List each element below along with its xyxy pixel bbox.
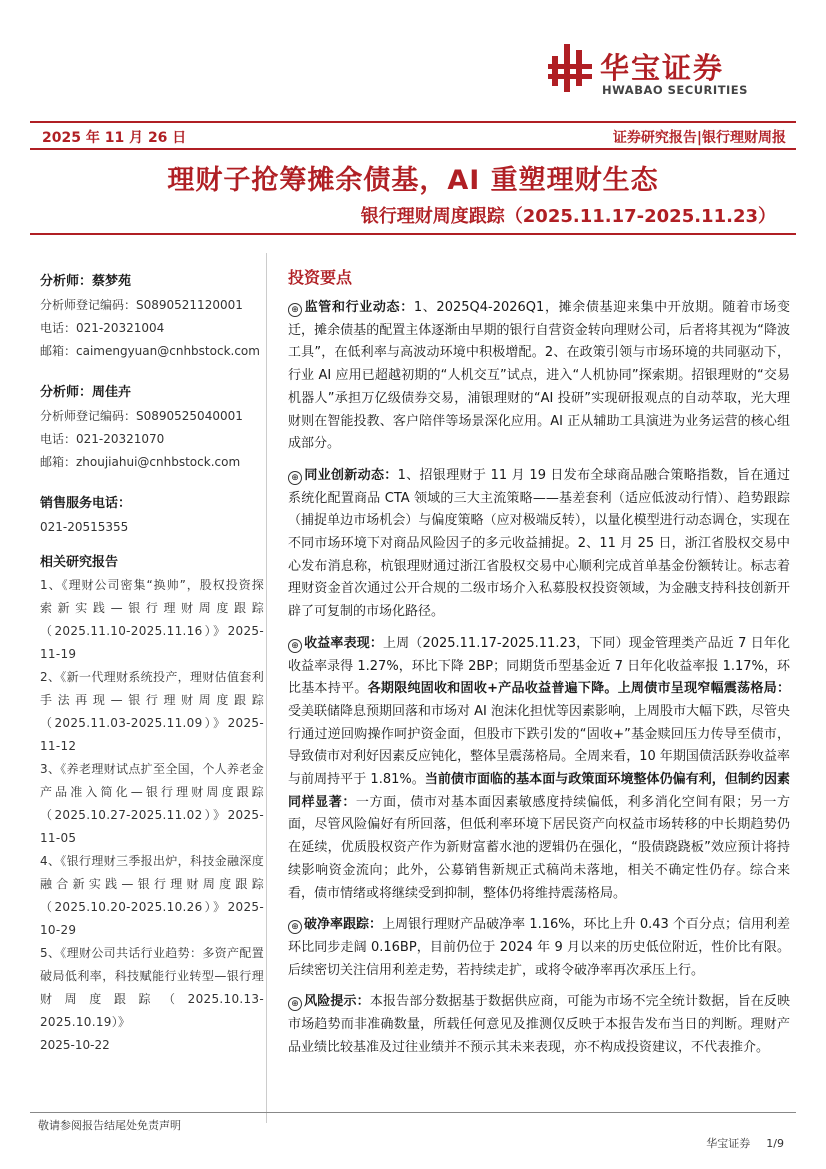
analyst-name: 分析师：周佳卉 xyxy=(40,385,132,400)
paragraph-label: 收益率表现： xyxy=(304,635,384,651)
investment-summary xyxy=(288,265,790,1069)
page-title: 理财子抢筹摊余债基，AI 重塑理财生态 xyxy=(167,165,659,196)
analyst-block xyxy=(40,270,264,363)
sales-phone: 021-20515355 xyxy=(40,520,129,534)
footer-disclaimer: 敬请参阅报告结尾处免责声明 xyxy=(38,1119,181,1132)
summary-paragraph-yield xyxy=(288,633,790,905)
summary-title: 投资要点 xyxy=(288,268,353,287)
analyst-phone: 电话：021-20321070 xyxy=(40,432,165,446)
paragraph-text: 本报告部分数据基于数据供应商，可能为市场不完全统计数据，旨在反映市场趋势而非准确数量，所载任何意见及推测仅反映于本报告发布当日的判断。理财产品业绩比较基准及过往业绩并不预示其未来表现，亦不构成投资建议，不代表推介。 xyxy=(288,994,790,1055)
paragraph-text: 上周银行理财产品破净率 1.16%，环比上升 0.43 个百分点；信用利差环比同步走阔 0.16BP，目前仍位于 2024 年 9 月以来的历史低位附近，性价比有限。后续密切关注信用利差走势，若持续走扩，或将令破净率再次承压上行。 xyxy=(288,917,790,978)
logo-chinese-name: 华宝证券 xyxy=(600,51,725,85)
hwabao-logo-icon xyxy=(548,42,592,94)
title-divider xyxy=(30,233,796,235)
related-report-item: 1、《理财公司密集“换帅”，股权投资探索新实践—银行理财周度跟踪（2025.11.10-2025.11.16）》2025-11-19 xyxy=(40,578,264,661)
report-type: 证券研究报告|银行理财周报 xyxy=(612,130,786,146)
analyst-reg: 分析师登记编码：S0890521120001 xyxy=(40,298,243,312)
sales-block xyxy=(40,492,264,539)
paragraph-text: 1、招银理财于 11 月 19 日发布全球商品融合策略指数，旨在通过系统化配置商品 CTA 领域的三大主流策略——基差套利（适应低波动行情）、趋势跟踪（捕捉单边市场机会）与偏度策略（应对极端反转），以量化模型进行动态调仓，实现在不同市场环境下对商品风险因子的多元收益捕捉。2、11 月 25 日，浙江省股权交易中心发布消息称，杭银理财通过浙江省股权交易中心顺利完成首单基金份额转让。标志着理财资金首次通过公开合规的二级市场介入私募股权投资领域，为金融支持科技创新开辟了可复制的市场化路径。 xyxy=(288,467,790,620)
analyst-email: 邮箱：caimengyuan@cnhbstock.com xyxy=(40,344,260,358)
column-divider xyxy=(266,253,267,1123)
related-reports-title: 相关研究报告 xyxy=(40,555,119,570)
paragraph-text: 受美联储降息预期回落和市场对 AI 泡沫化担忧等因素影响，上周股市大幅下跌，尽管央行通过逆回购操作呵护资金面，但股市下跌引发的“固收+”基金赎回压力传导至债市，导致债市对利好因素反应钝化，整体呈震荡格局。全周来看，10 年期国债活跃券收益率与前周持平于 1.81%。 xyxy=(288,703,790,788)
page-subtitle: 银行理财周度跟踪（2025.11.17-2025.11.23） xyxy=(360,206,776,227)
analyst-block xyxy=(40,381,264,474)
summary-paragraph-breakeven xyxy=(288,914,790,982)
summary-paragraph-risk xyxy=(288,991,790,1059)
paragraph-text: 上周（2025.11.17-2025.11.23，下同）现金管理类产品近 7 日年化收益率录得 1.27%，环比下降 2BP；同期货币型基金近 7 日年化收益率报 1.17%，环比基本持平。 xyxy=(288,635,790,697)
related-report-item: 4、《银行理财三季报出炉，科技金融深度融合新实践—银行理财周度跟踪（2025.10.20-2025.10.26）》2025-10-29 xyxy=(40,854,264,937)
paragraph-emphasis: 各期限纯固收和固收+产品收益普遍下降。上周债市呈现窄幅震荡格局： xyxy=(367,681,790,697)
analyst-phone: 电话：021-20321004 xyxy=(40,321,165,335)
related-report-item: 3、《养老理财试点扩至全国，个人养老金产品准入简化—银行理财周度跟踪（2025.10.27-2025.11.02）》2025-11-05 xyxy=(40,762,264,845)
bullet-icon: ⊕ xyxy=(288,920,302,934)
left-sidebar xyxy=(40,270,264,1057)
analyst-reg: 分析师登记编码：S0890525040001 xyxy=(40,409,243,423)
bullet-icon: ⊕ xyxy=(288,639,302,653)
analyst-email: 邮箱：zhoujiahui@cnhbstock.com xyxy=(40,455,241,469)
footer-divider xyxy=(30,1112,796,1113)
company-logo xyxy=(548,42,780,100)
paragraph-text: 1、2025Q4-2026Q1，摊余债基迎来集中开放期。随着市场变迁，摊余债基的配置主体逐渐由早期的银行自营资金转向理财公司，后者将其视为“降波工具”，在低利率与高波动环境中积极增配。2、在政策引领与市场环境的共同驱动下，行业 AI 应用已超越初期的“人机交互”试点，进入“人机协同”探索期。招银理财的“交易机器人”承担万亿级债券交易，浦银理财的“AI 投研”实现研报观点的自动萃取，光大理财则在智能投教、客户陪伴等场景深化应用。AI 正从辅助工具演进为业务运营的核心组成部分。 xyxy=(288,300,790,452)
footer-company: 华宝证券 xyxy=(706,1137,751,1150)
header-bar xyxy=(30,121,796,150)
bullet-icon: ⊕ xyxy=(288,997,302,1011)
related-report-item: 5、《理财公司共话行业趋势：多资产配置破局低利率，科技赋能行业转型—银行理财周度跟踪（2025.10.13-2025.10.19）》 xyxy=(40,946,264,1029)
report-date: 2025 年 11 月 26 日 xyxy=(42,130,187,146)
paragraph-emphasis: 当前债市面临的基本面与政策面环境整体仍偏有利，但制约因素同样显著： xyxy=(288,772,790,810)
logo-english-name: HWABAO SECURITIES xyxy=(602,83,748,97)
paragraph-label: 监管和行业动态： xyxy=(304,300,414,315)
analyst-name: 分析师：蔡梦苑 xyxy=(40,274,132,289)
paragraph-label: 风险提示： xyxy=(304,994,370,1010)
sales-title: 销售服务电话： xyxy=(40,496,132,511)
bullet-icon: ⊕ xyxy=(288,471,302,485)
bullet-icon: ⊕ xyxy=(288,303,302,317)
footer-right xyxy=(690,1135,784,1151)
related-report-item: 2、《新一代理财系统投产，理财估值套利手法再现—银行理财周度跟踪（2025.11.03-2025.11.09）》2025-11-12 xyxy=(40,670,264,753)
summary-paragraph-regulatory xyxy=(288,297,790,456)
paragraph-label: 同业创新动态： xyxy=(304,467,398,483)
paragraph-text: 一方面，债市对基本面因素敏感度持续偏低，利多消化空间有限；另一方面，尽管风险偏好有所回落，但低利率环境下居民资产向权益市场转移的中长期趋势仍在延续，优质股权资产作为新财富蓄水池的逻辑仍在强化，“股债跷跷板”效应预计将持续影响资金流向；此外，公募销售新规正式稿尚未落地，相关不确定性仍存。综合来看，债市情绪或将继续受到抑制，整体仍将维持震荡格局。 xyxy=(288,794,790,901)
related-report-date: 2025-10-22 xyxy=(40,1038,110,1052)
summary-paragraph-innovation xyxy=(288,465,790,624)
page-number: 1/9 xyxy=(766,1137,784,1150)
paragraph-label: 破净率跟踪： xyxy=(304,917,383,933)
related-reports xyxy=(40,551,264,1057)
